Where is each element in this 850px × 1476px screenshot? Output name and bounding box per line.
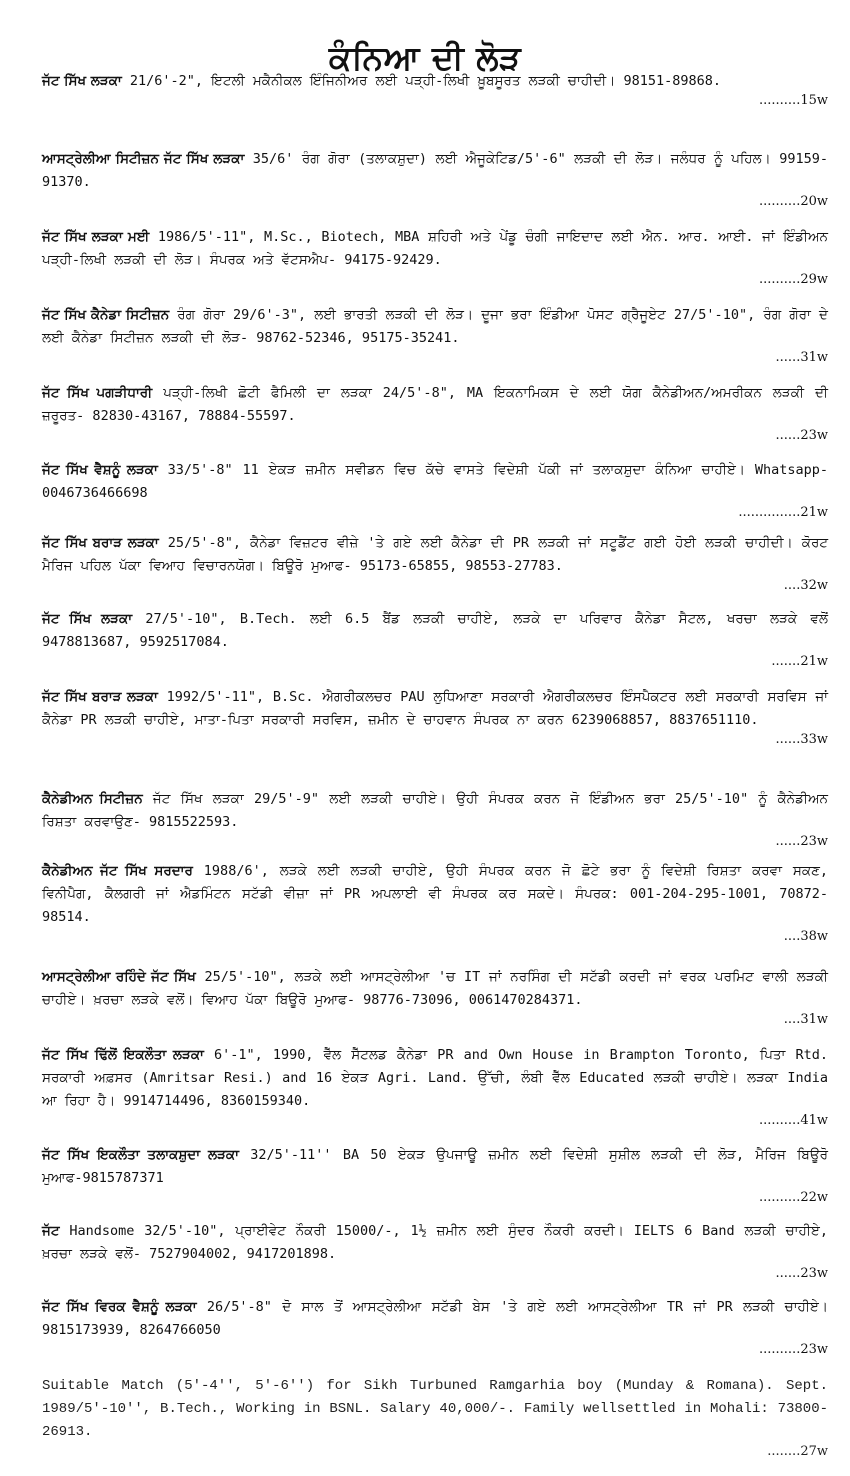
ad-lead: ਜੱਟ [42, 1223, 60, 1239]
ad-lead: ਕੈਨੇਡੀਅਨ ਜੱਟ ਸਿੱਖ ਸਰਦਾਰ [42, 863, 193, 879]
ad-reference: ....32w [783, 578, 828, 593]
ad-lead: ਜੱਟ ਸਿੱਖ ਕੈਨੇਡਾ ਸਿਟੀਜ਼ਨ [42, 307, 170, 323]
ad-text [42, 1044, 828, 1113]
ad-text [42, 686, 828, 732]
ad-reference: ......23w [775, 834, 828, 849]
ad-lead: ਜੱਟ ਸਿੱਖ ਬਰਾੜ ਲੜਕਾ [42, 535, 159, 551]
ad-lead: ਆਸਟ੍ਰੇਲੀਆ ਸਿਟੀਜ਼ਨ ਜੱਟ ਸਿੱਖ ਲੜਕਾ [42, 151, 245, 167]
ad-reference: ....38w [783, 929, 828, 944]
ad-text [42, 459, 828, 505]
ad-text [42, 608, 828, 654]
ad-text [42, 1220, 828, 1266]
ad-lead: ਜੱਟ ਸਿੱਖ ਢਿੱਲੋਂ ਇਕਲੌਤਾ ਲੜਕਾ [42, 1047, 204, 1063]
ad-reference: ......31w [775, 350, 828, 365]
classified-ad-english [42, 1374, 828, 1462]
classified-ad [42, 1296, 828, 1360]
ad-lead: ਜੱਟ ਸਿੱਖ ਵਿਰਕ ਵੈਸ਼ਨੂੰ ਲੜਕਾ [42, 1299, 197, 1315]
classified-ad [42, 860, 828, 947]
ad-reference: ..........22w [759, 1190, 828, 1205]
ad-text [42, 966, 828, 1012]
ad-body: ਜੱਟ ਸਿੱਖ ਲੜਕਾ 29/5'-9" ਲਈ ਲੜਕੀ ਚਾਹੀਏ। ਉਹੀ ਸੰਪਰਕ ਕਰਨ ਜੋ ਇੰਡੀਅਨ ਭਰਾ 25/5'-10" ਨੂੰ ਕੈਨੇਡੀਅਨ ਰਿਸ਼ਤਾ ਕਰਵਾਉਣ- 9815522593. [42, 791, 828, 830]
ad-lead: ਆਸਟ੍ਰੇਲੀਆ ਰਹਿੰਦੇ ਜੱਟ ਸਿੱਖ [42, 969, 196, 985]
ad-reference: ......33w [775, 732, 828, 747]
classified-ad [42, 459, 828, 523]
ad-body: 1992/5'-11", B.Sc. ਐਗਰੀਕਲਚਰ PAU ਲੁਧਿਆਣਾ ਸਰਕਾਰੀ ਐਗਰੀਕਲਚਰ ਇੰਸਪੈਕਟਰ ਲਈ ਸਰਕਾਰੀ ਸਰਵਿਸ ਜਾਂ ਕੈਨੇਡਾ PR ਲੜਕੀ ਚਾਹੀਏ, ਮਾਤਾ-ਪਿਤਾ ਸਰਕਾਰੀ ਸਰਵਿਸ, ਜ਼ਮੀਨ ਦੇ ਚਾਹਵਾਨ ਸੰਪਰਕ ਨਾ ਕਰਨ 6239068857, 8837651110. [42, 689, 828, 728]
classified-ad [42, 608, 828, 672]
ad-body: 6'-1", 1990, ਵੈੱਲ ਸੈੱਟਲਡ ਕੈਨੇਡਾ PR and Own House in Brampton Toronto, ਪਿਤਾ Rtd. ਸਰਕਾਰੀ ਅਫ਼ਸਰ (Amritsar Resi.) and 16 ਏਕੜ Agri. Land. ਉੱਚੀ, ਲੰਬੀ ਵੈੱਲ Educated ਲੜਕੀ ਚਾਹੀਏ। ਲੜਕਾ India ਆ ਰਿਹਾ ਹੈ। 9914714496, 8360159340. [42, 1047, 828, 1109]
ad-reference: ....31w [783, 1012, 828, 1027]
classified-ad [42, 148, 828, 212]
ad-lead: ਜੱਟ ਸਿੱਖ ਬਰਾੜ ਲੜਕਾ [42, 689, 158, 705]
ad-body: 25/5'-10", ਲੜਕੇ ਲਈ ਆਸਟ੍ਰੇਲੀਆ 'ਚ IT ਜਾਂ ਨਰਸਿੰਗ ਦੀ ਸਟੱਡੀ ਕਰਦੀ ਜਾਂ ਵਰਕ ਪਰਮਿਟ ਵਾਲੀ ਲੜਕੀ ਚਾਹੀਏ। ਖ਼ਰਚਾ ਲੜਕੇ ਵਲੋਂ। ਵਿਆਹ ਪੱਕਾ ਬਿਊਰੋ ਮੁਆਫ- 98776-73096, 0061470284371. [42, 969, 828, 1008]
ad-text [42, 532, 828, 578]
classified-ad [42, 1044, 828, 1131]
ad-text [42, 70, 828, 93]
ad-body: 1988/6', ਲੜਕੇ ਲਈ ਲੜਕੀ ਚਾਹੀਏ, ਉਹੀ ਸੰਪਰਕ ਕਰਨ ਜੋ ਛੋਟੇ ਭਰਾ ਨੂੰ ਵਿਦੇਸ਼ੀ ਰਿਸ਼ਤਾ ਕਰਵਾ ਸਕਣ, ਵਿਨੀਪੈਗ, ਕੈਲਗਰੀ ਜਾਂ ਐਡਮਿੰਟਨ ਸਟੱਡੀ ਵੀਜ਼ਾ ਜਾਂ PR ਅਪਲਾਈ ਵੀ ਸੰਪਰਕ ਕਰ ਸਕਦੇ। ਸੰਪਰਕ: 001-204-295-1001, 70872-98514. [42, 863, 828, 925]
ad-lead: ਕੈਨੇਡੀਅਨ ਸਿਟੀਜ਼ਨ [42, 791, 143, 807]
ad-text [42, 1374, 828, 1444]
classified-ad [42, 686, 828, 750]
ad-text [42, 304, 828, 350]
ad-text [42, 1144, 828, 1190]
ad-reference: .......21w [771, 654, 828, 669]
ad-reference: ..........20w [759, 194, 828, 209]
classified-ad [42, 532, 828, 596]
classified-ad [42, 226, 828, 290]
ad-reference: ..........15w [759, 93, 828, 108]
ad-lead: ਜੱਟ ਸਿੱਖ ਲੜਕਾ [42, 73, 122, 89]
ad-text [42, 1296, 828, 1342]
ad-body: 32/5'-11'' BA 50 ਏਕੜ ਉਪਜਾਊ ਜ਼ਮੀਨ ਲਈ ਵਿਦੇਸ਼ੀ ਸੁਸ਼ੀਲ ਲੜਕੀ ਦੀ ਲੋੜ, ਮੈਰਿਜ ਬਿਊਰੋ ਮੁਆਫ-9815787371 [42, 1147, 828, 1186]
ad-body: 33/5'-8" 11 ਏਕੜ ਜ਼ਮੀਨ ਸਵੀਡਨ ਵਿਚ ਕੱਚੇ ਵਾਸਤੇ ਵਿਦੇਸ਼ੀ ਪੱਕੀ ਜਾਂ ਤਲਾਕਸ਼ੁਦਾ ਕੰਨਿਆ ਚਾਹੀਏ। Whatsapp-0046736466698 [42, 462, 828, 501]
ad-body: 35/6' ਰੰਗ ਗੋਰਾ (ਤਲਾਕਸ਼ੁਦਾ) ਲਈ ਐਜੂਕੇਟਿਡ/5'-6" ਲੜਕੀ ਦੀ ਲੋੜ। ਜਲੰਧਰ ਨੂੰ ਪਹਿਲ। 99159-91370. [42, 151, 828, 190]
ad-lead: ਜੱਟ ਸਿੱਖ ਪਗੜੀਧਾਰੀ [42, 385, 153, 401]
ad-lead: ਜੱਟ ਸਿੱਖ ਵੈਸ਼ਨੂੰ ਲੜਕਾ [42, 462, 158, 478]
classified-ad [42, 1220, 828, 1284]
classified-ad [42, 788, 828, 852]
ad-text [42, 226, 828, 272]
ad-text [42, 788, 828, 834]
ad-text [42, 382, 828, 428]
ad-body: Handsome 32/5'-10", ਪ੍ਰਾਈਵੇਟ ਨੌਕਰੀ 15000/-, 1½ ਜ਼ਮੀਨ ਲਈ ਸੁੰਦਰ ਨੌਕਰੀ ਕਰਦੀ। IELTS 6 Band ਲੜਕੀ ਚਾਹੀਏ, ਖ਼ਰਚਾ ਲੜਕੇ ਵਲੋਂ- 7527904002, 9417201898. [42, 1223, 828, 1262]
page-title: ਕੰਨਿਆ ਦੀ ਲੋੜ [328, 38, 522, 78]
classified-ad [42, 304, 828, 368]
ad-lead: ਜੱਟ ਸਿੱਖ ਇਕਲੌਤਾ ਤਲਾਕਸ਼ੁਦਾ ਲੜਕਾ [42, 1147, 239, 1163]
ad-body: ਰੰਗ ਗੋਰਾ 29/6'-3", ਲਈ ਭਾਰਤੀ ਲੜਕੀ ਦੀ ਲੋੜ। ਦੂਜਾ ਭਰਾ ਇੰਡੀਆ ਪੋਸਟ ਗ੍ਰੈਜੂਏਟ 27/5'-10", ਰੰਗ ਗੋਰਾ ਦੇ ਲਈ ਕੈਨੇਡਾ ਸਿਟੀਜ਼ਨ ਲੜਕੀ ਦੀ ਲੋੜ- 98762-52346, 95175-35241. [42, 307, 828, 346]
ad-body: 26/5'-8" ਦੋ ਸਾਲ ਤੋਂ ਆਸਟ੍ਰੇਲੀਆ ਸਟੱਡੀ ਬੇਸ 'ਤੇ ਗਏ ਲਈ ਆਸਟ੍ਰੇਲੀਆ TR ਜਾਂ PR ਲੜਕੀ ਚਾਹੀਏ। 9815173939, 8264766050 [42, 1299, 828, 1338]
ad-reference: ...............21w [738, 505, 828, 520]
ad-lead: ਜੱਟ ਸਿੱਖ ਲੜਕਾ [42, 611, 133, 627]
ad-body: 27/5'-10", B.Tech. ਲਈ 6.5 ਬੈਂਡ ਲੜਕੀ ਚਾਹੀਏ, ਲੜਕੇ ਦਾ ਪਰਿਵਾਰ ਕੈਨੇਡਾ ਸੈਟਲ, ਖਰਚਾ ਲੜਕੇ ਵਲੋਂ 9478813687, 9592517084. [42, 611, 828, 650]
ad-reference: ......23w [775, 428, 828, 443]
ad-reference: ..........29w [759, 272, 828, 287]
ad-body: 25/5'-8", ਕੈਨੇਡਾ ਵਿਜ਼ਟਰ ਵੀਜ਼ੇ 'ਤੇ ਗਏ ਲਈ ਕੈਨੇਡਾ ਦੀ PR ਲੜਕੀ ਜਾਂ ਸਟੂਡੈਂਟ ਗਈ ਹੋਈ ਲੜਕੀ ਚਾਹੀਦੀ। ਕੋਰਟ ਮੈਰਿਜ ਪਹਿਲ ਪੱਕਾ ਵਿਆਹ ਵਿਚਾਰਨਯੋਗ। ਬਿਊਰੋ ਮੁਆਫ- 95173-65855, 98553-27783. [42, 535, 829, 574]
ad-reference: ..........41w [759, 1113, 828, 1128]
ad-lead: ਜੱਟ ਸਿੱਖ ਲੜਕਾ ਮਈ [42, 229, 150, 245]
ad-body: ਪੜ੍ਹੀ-ਲਿਖੀ ਛੋਟੀ ਫੈਮਿਲੀ ਦਾ ਲੜਕਾ 24/5'-8", MA ਇਕਨਾਮਿਕਸ ਦੇ ਲਈ ਯੋਗ ਕੈਨੇਡੀਅਨ/ਅਮਰੀਕਨ ਲੜਕੀ ਦੀ ਜ਼ਰੂਰਤ- 82830-43167, 78884-55597. [42, 385, 828, 424]
ad-body: Suitable Match (5'-4'', 5'-6'') for Sikh Turbuned Ramgarhia boy (Munday & Romana). Sept. 1989/5'-10'', B.Tech., Working in BSNL. Salary 40,000/-. Family wellsettled in Mohali: 73800-26913. [42, 1378, 828, 1440]
ad-text [42, 148, 828, 194]
classified-ad [42, 966, 828, 1030]
ad-body: 1986/5'-11", M.Sc., Biotech, MBA ਸ਼ਹਿਰੀ ਅਤੇ ਪੇਂਡੂ ਚੰਗੀ ਜਾਇਦਾਦ ਲਈ ਐਨ. ਆਰ. ਆਈ. ਜਾਂ ਇੰਡੀਅਨ ਪੜ੍ਹੀ-ਲਿਖੀ ਲੜਕੀ ਦੀ ਲੋੜ। ਸੰਪਰਕ ਅਤੇ ਵੱਟਸਐਪ- 94175-92429. [42, 229, 828, 268]
ad-text [42, 860, 828, 929]
classified-ad [42, 70, 828, 111]
ad-reference: ........27w [767, 1444, 828, 1459]
ad-body: 21/6'-2", ਇਟਲੀ ਮਕੈਨੀਕਲ ਇੰਜਿਨੀਅਰ ਲਈ ਪੜ੍ਹੀ-ਲਿਖੀ ਖ਼ੂਬਸੂਰਤ ਲੜਕੀ ਚਾਹੀਦੀ। 98151-89868. [121, 73, 722, 89]
classified-ad [42, 1144, 828, 1208]
classified-ad [42, 382, 828, 446]
ad-reference: ..........23w [759, 1342, 828, 1357]
ad-reference: ......23w [775, 1266, 828, 1281]
